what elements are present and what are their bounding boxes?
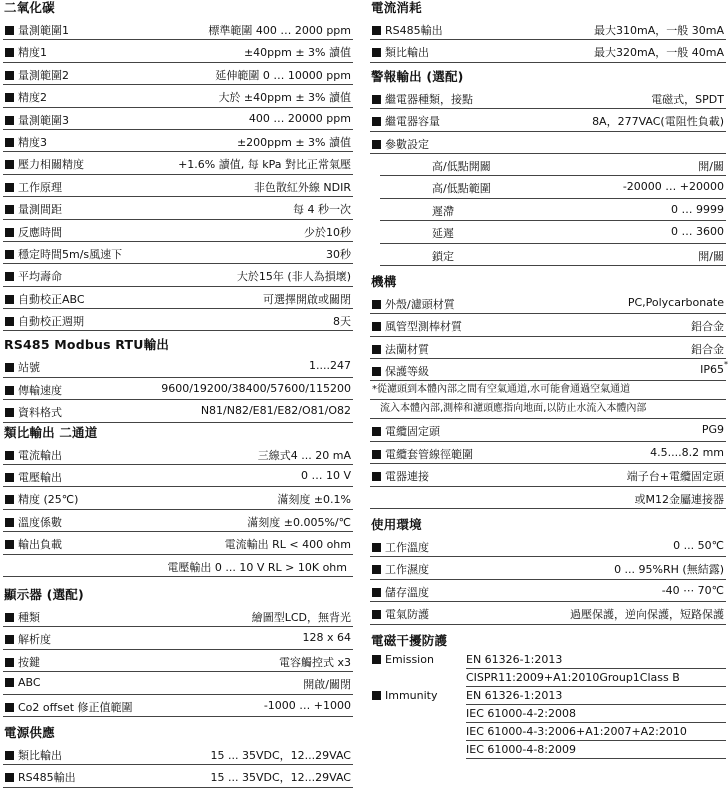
spec-row bbox=[370, 419, 726, 441]
emc-label bbox=[372, 689, 438, 702]
spec-row bbox=[370, 18, 726, 40]
spec-label bbox=[5, 179, 62, 195]
bullet-square-icon bbox=[5, 295, 14, 304]
section-title: 警報輸出 (選配) bbox=[371, 68, 464, 84]
bullet-square-icon bbox=[5, 138, 14, 147]
spec-label-text: 反應時間 bbox=[18, 225, 62, 239]
bullet-square-icon bbox=[5, 160, 14, 169]
emc-row bbox=[370, 705, 726, 723]
spec-value: 標準範圍 400 … 2000 ppm bbox=[208, 24, 351, 37]
spec-label-text: 精度 (25℃) bbox=[18, 493, 79, 507]
right-column bbox=[370, 0, 726, 759]
spec-value: +1.6% 讀值, 每 kPa 對比正常氣壓 bbox=[178, 158, 351, 172]
spec-value: 電容觸控式 x3 bbox=[278, 655, 351, 669]
bullet-square-icon bbox=[5, 183, 14, 192]
spec-row bbox=[370, 602, 726, 624]
spec-label-text: RS485輸出 bbox=[385, 24, 443, 37]
spec-value: 鋁合金 bbox=[691, 342, 724, 356]
spec-label bbox=[372, 113, 440, 129]
spec-label bbox=[5, 246, 122, 262]
spec-value: 15 ... 35VDC，12...29VAC bbox=[210, 748, 351, 762]
emc-standard: EN 61326-1:2013 bbox=[466, 689, 726, 705]
spec-label bbox=[5, 268, 62, 284]
bullet-square-icon bbox=[5, 386, 14, 395]
spec-label-text: 自動校正ABC bbox=[18, 292, 85, 306]
bullet-square-icon bbox=[372, 588, 381, 597]
spec-label bbox=[372, 91, 473, 107]
spec-label bbox=[5, 536, 62, 552]
spec-label-text: 參數設定 bbox=[385, 137, 429, 151]
bullet-square-icon bbox=[5, 658, 14, 667]
footnote-text: 流入本體內部,測棒和濾頭應指向地面,以防止水流入本體內部 bbox=[380, 403, 647, 415]
spec-value: 4.5....8.2 mm bbox=[650, 445, 724, 459]
bullet-square-icon bbox=[372, 140, 381, 149]
spec-label bbox=[372, 606, 429, 622]
sub-spec-row bbox=[380, 154, 726, 176]
spec-row bbox=[370, 314, 726, 336]
spec-value: 9600/19200/38400/57600/115200 bbox=[161, 381, 351, 395]
bullet-square-icon bbox=[5, 116, 14, 125]
spec-label-text: 種類 bbox=[18, 610, 40, 624]
spec-value: 非色散紅外線 NDIR bbox=[253, 180, 351, 194]
spec-value: 端子台+電纜固定頭 bbox=[626, 470, 724, 484]
spec-value: 開/關 bbox=[698, 249, 724, 263]
spec-label bbox=[372, 468, 429, 484]
spec-row bbox=[3, 355, 353, 377]
spec-row bbox=[3, 743, 353, 765]
spec-value: -40 ⋯ 70℃ bbox=[661, 583, 724, 597]
spec-value: 8天 bbox=[333, 315, 351, 329]
spec-value: 8A，277VAC(電阻性負載) bbox=[592, 115, 724, 129]
spec-extra-row bbox=[3, 555, 353, 577]
spec-label-text: 工作原理 bbox=[18, 180, 62, 194]
section-title: 二氧化碳 bbox=[4, 0, 55, 15]
bullet-square-icon bbox=[5, 518, 14, 527]
spec-row bbox=[3, 672, 353, 694]
spec-label-text: 工作濕度 bbox=[385, 563, 429, 577]
footnote-text: *從濾頭到本體內部之間有空氣通道,水可能會通過空氣通道 bbox=[372, 384, 631, 396]
spec-value: -1000 … +1000 bbox=[263, 698, 351, 712]
spec-value: 30秒 bbox=[326, 247, 351, 261]
spec-row bbox=[370, 464, 726, 486]
emc-standard: CISPR11:2009+A1:2010Group1Class B bbox=[466, 671, 726, 687]
spec-value: 三線式4 ... 20 mA bbox=[257, 448, 351, 462]
spec-row bbox=[3, 650, 353, 672]
spec-label-text: 工作溫度 bbox=[385, 541, 429, 555]
spec-label-text: 延遲 bbox=[432, 227, 454, 241]
spec-value: 最大320mA，一般 40mA bbox=[594, 46, 724, 60]
spec-row bbox=[3, 287, 353, 309]
spec-label bbox=[5, 44, 47, 60]
bullet-square-icon bbox=[5, 363, 14, 372]
spec-row bbox=[370, 292, 726, 314]
spec-value: 0 … 9999 bbox=[671, 202, 724, 216]
spec-label-text: 穩定時間5m/s風速下 bbox=[18, 247, 123, 261]
spec-label bbox=[432, 225, 454, 241]
bullet-square-icon bbox=[372, 117, 381, 126]
sub-spec-row bbox=[380, 244, 726, 266]
emc-row bbox=[370, 741, 726, 759]
spec-row bbox=[3, 487, 353, 509]
spec-label bbox=[5, 747, 62, 763]
spec-label bbox=[372, 296, 455, 312]
spec-value: 過壓保護，逆向保護，短路保護 bbox=[570, 608, 724, 622]
bullet-square-icon bbox=[5, 93, 14, 102]
spec-label-text: 量測間距 bbox=[18, 203, 62, 217]
spec-label-text: 精度2 bbox=[18, 91, 47, 105]
bullet-square-icon bbox=[372, 610, 381, 619]
section-title: 顯示器 (選配) bbox=[4, 586, 84, 602]
spec-row bbox=[370, 557, 726, 579]
spec-value: 滿刻度 ±0.005%/℃ bbox=[247, 515, 351, 529]
spec-value: 可選擇開啟或關閉 bbox=[263, 292, 351, 306]
spec-label bbox=[5, 699, 133, 715]
spec-value: ±40ppm ± 3% 讀值 bbox=[243, 46, 351, 60]
spec-value: 繪圖型LCD，無背光 bbox=[251, 610, 351, 624]
section-title: 使用環境 bbox=[371, 517, 422, 533]
bullet-square-icon bbox=[372, 367, 381, 376]
emc-label-text: Emission bbox=[385, 652, 434, 666]
spec-label-text: 鎖定 bbox=[432, 249, 454, 263]
spec-value: PC,Polycarbonate bbox=[627, 295, 724, 309]
spec-row bbox=[370, 337, 726, 359]
spec-label bbox=[5, 201, 62, 217]
spec-row bbox=[370, 442, 726, 464]
spec-label-text: 儲存溫度 bbox=[385, 585, 429, 599]
spec-value: 電流輸出 RL < 400 ohm bbox=[224, 538, 351, 552]
bullet-square-icon bbox=[5, 317, 14, 326]
emc-label bbox=[372, 653, 434, 666]
spec-value: PG9 bbox=[701, 423, 724, 437]
left-column bbox=[3, 0, 353, 788]
spec-label-text: 類比輸出 bbox=[385, 46, 429, 60]
spec-row bbox=[3, 400, 353, 422]
spec-label-text: 電流輸出 bbox=[18, 448, 62, 462]
spec-row bbox=[3, 242, 353, 264]
spec-label-text: 自動校正週期 bbox=[18, 315, 84, 329]
emc-standard: IEC 61000-4-2:2008 bbox=[466, 707, 726, 723]
spec-row bbox=[3, 197, 353, 219]
emc-row bbox=[370, 651, 726, 669]
spec-label bbox=[5, 609, 40, 625]
spec-label-text: 繼電器種類，接點 bbox=[385, 92, 473, 106]
bullet-square-icon bbox=[5, 408, 14, 417]
spec-value: 滿刻度 ±0.1% bbox=[277, 493, 351, 507]
spec-value: 鋁合金 bbox=[691, 320, 724, 334]
spec-label-text: 精度1 bbox=[18, 46, 47, 60]
section-title: RS485 Modbus RTU輸出 bbox=[4, 337, 170, 353]
bullet-square-icon bbox=[372, 345, 381, 354]
bullet-square-icon bbox=[5, 451, 14, 460]
spec-label-text: 遲滯 bbox=[432, 204, 454, 218]
sub-spec-row bbox=[380, 199, 726, 221]
bullet-square-icon bbox=[5, 205, 14, 214]
spec-label bbox=[372, 584, 429, 600]
spec-row bbox=[3, 108, 353, 130]
spec-row bbox=[3, 443, 353, 465]
spec-value: 0 … 3600 bbox=[671, 225, 724, 239]
spec-label bbox=[5, 769, 76, 785]
spec-value: 開/關 bbox=[698, 159, 724, 173]
spec-label bbox=[372, 341, 429, 357]
spec-extra-value: 電壓輸出 0 ... 10 V RL > 10K ohm bbox=[167, 560, 347, 574]
spec-value: 最大310mA，一般 30mA bbox=[594, 24, 724, 37]
spec-row bbox=[3, 85, 353, 107]
footnote-line bbox=[370, 381, 726, 400]
spec-row bbox=[3, 465, 353, 487]
spec-label-text: 資料格式 bbox=[18, 406, 62, 420]
spec-row bbox=[3, 627, 353, 649]
spec-value: 15 ... 35VDC，12...29VAC bbox=[210, 771, 351, 785]
spec-label bbox=[5, 67, 69, 83]
bullet-square-icon bbox=[5, 635, 14, 644]
spec-label bbox=[372, 22, 443, 38]
spec-label-text: 平均壽命 bbox=[18, 270, 62, 284]
spec-row bbox=[3, 695, 353, 717]
spec-label bbox=[5, 447, 62, 463]
bullet-square-icon bbox=[372, 300, 381, 309]
spec-label-text: 量測範圍1 bbox=[18, 24, 69, 37]
spec-row bbox=[3, 18, 353, 40]
spec-row bbox=[370, 359, 726, 381]
footnote-mark: * bbox=[724, 360, 728, 370]
spec-label-text: 輸出負載 bbox=[18, 538, 62, 552]
spec-row bbox=[3, 510, 353, 532]
spec-value: 0 ... 95%RH (無結露) bbox=[614, 563, 724, 577]
spec-label bbox=[5, 134, 47, 150]
spec-label bbox=[5, 469, 62, 485]
spec-row bbox=[3, 40, 353, 62]
spec-row bbox=[3, 63, 353, 85]
spec-label bbox=[5, 676, 41, 689]
spec-value: 128 x 64 bbox=[302, 631, 351, 645]
bullet-square-icon bbox=[5, 751, 14, 760]
spec-extra-row bbox=[370, 487, 726, 509]
spec-label-text: 電氣防護 bbox=[385, 608, 429, 622]
spec-label bbox=[5, 313, 84, 329]
spec-label-text: 量測範圍3 bbox=[18, 113, 69, 127]
spec-row bbox=[3, 175, 353, 197]
spec-value: 每 4 秒一次 bbox=[293, 203, 351, 217]
spec-label bbox=[5, 491, 78, 507]
spec-label bbox=[372, 318, 462, 334]
spec-label bbox=[432, 248, 454, 264]
bullet-square-icon bbox=[5, 272, 14, 281]
spec-label bbox=[5, 654, 40, 670]
bullet-square-icon bbox=[5, 773, 14, 782]
spec-label bbox=[5, 22, 69, 38]
spec-label bbox=[372, 423, 440, 439]
section-title: 電流消耗 bbox=[371, 0, 422, 15]
spec-label bbox=[372, 363, 429, 379]
spec-label-text: 傳輸速度 bbox=[18, 383, 62, 397]
bullet-square-icon bbox=[372, 543, 381, 552]
emc-standard: IEC 61000-4-8:2009 bbox=[466, 743, 726, 759]
spec-label bbox=[5, 291, 85, 307]
spec-label-text: 電壓輸出 bbox=[18, 471, 62, 485]
spec-label bbox=[432, 203, 454, 219]
spec-row bbox=[3, 309, 353, 331]
spec-row bbox=[3, 765, 353, 787]
bullet-square-icon bbox=[372, 48, 381, 57]
spec-label-text: Co2 offset 修正值範圍 bbox=[18, 700, 133, 714]
spec-row bbox=[370, 87, 726, 109]
spec-label bbox=[372, 561, 429, 577]
spec-label-text: 站號 bbox=[18, 361, 40, 375]
spec-value: -20000 … +20000 bbox=[622, 180, 724, 194]
spec-row bbox=[370, 580, 726, 602]
spec-label-text: RS485輸出 bbox=[18, 771, 76, 785]
spec-extra-value: 或M12金屬連接器 bbox=[634, 492, 724, 506]
sub-spec-row bbox=[380, 221, 726, 243]
spec-label-text: 電纜固定頭 bbox=[385, 425, 440, 439]
spec-row bbox=[370, 535, 726, 557]
bullet-square-icon bbox=[372, 691, 381, 700]
spec-label-text: 法蘭材質 bbox=[385, 342, 429, 356]
spec-row bbox=[3, 130, 353, 152]
bullet-square-icon bbox=[5, 250, 14, 259]
spec-label bbox=[5, 112, 69, 128]
spec-label bbox=[5, 382, 62, 398]
spec-row bbox=[3, 264, 353, 286]
bullet-square-icon bbox=[372, 427, 381, 436]
emc-row bbox=[370, 723, 726, 741]
spec-row bbox=[370, 40, 726, 62]
spec-label bbox=[5, 359, 40, 375]
spec-label-text: ABC bbox=[18, 676, 41, 690]
spec-row bbox=[3, 152, 353, 174]
bullet-square-icon bbox=[372, 472, 381, 481]
spec-label-text: 電器連接 bbox=[385, 470, 429, 484]
spec-value: 大於 ±40ppm ± 3% 讀值 bbox=[218, 91, 351, 105]
section-title: 機構 bbox=[371, 273, 397, 289]
spec-row bbox=[370, 109, 726, 131]
emc-standard: IEC 61000-4-3:2006+A1:2007+A2:2010 bbox=[466, 725, 726, 741]
spec-value: 開啟/關閉 bbox=[303, 678, 351, 692]
spec-value: 0 … 10 V bbox=[300, 469, 351, 483]
spec-row bbox=[370, 132, 726, 154]
spec-label bbox=[432, 180, 491, 196]
spec-label-text: 按鍵 bbox=[18, 655, 40, 669]
bullet-square-icon bbox=[372, 450, 381, 459]
spec-row bbox=[3, 532, 353, 554]
bullet-square-icon bbox=[5, 703, 14, 712]
spec-label bbox=[5, 631, 51, 647]
spec-label-text: 高/低點範圍 bbox=[432, 182, 491, 196]
sub-spec-row bbox=[380, 176, 726, 198]
spec-value: 1....247 bbox=[309, 359, 351, 373]
spec-value: IP65 bbox=[700, 363, 724, 377]
spec-label-text: 溫度係數 bbox=[18, 515, 62, 529]
spec-label bbox=[372, 539, 429, 555]
spec-value: 0 ... 50℃ bbox=[673, 539, 724, 553]
spec-value: 少於10秒 bbox=[304, 225, 351, 239]
spec-value: 大於15年 (非人為損壞) bbox=[236, 270, 351, 284]
bullet-square-icon bbox=[5, 540, 14, 549]
spec-value: 延伸範圍 0 … 10000 ppm bbox=[215, 68, 351, 82]
spec-label-text: 風管型測棒材質 bbox=[385, 320, 462, 334]
section-title: 類比輸出 二通道 bbox=[4, 424, 98, 440]
bullet-square-icon bbox=[372, 655, 381, 664]
spec-label bbox=[5, 404, 62, 420]
spec-label-text: 外殼/濾頭材質 bbox=[385, 297, 455, 311]
spec-label bbox=[5, 89, 47, 105]
spec-label-text: 壓力相關精度 bbox=[18, 158, 84, 172]
bullet-square-icon bbox=[372, 565, 381, 574]
bullet-square-icon bbox=[5, 495, 14, 504]
spec-label bbox=[5, 156, 84, 172]
emc-label-text: Immunity bbox=[385, 688, 438, 702]
bullet-square-icon bbox=[5, 473, 14, 482]
footnote-line bbox=[370, 400, 726, 419]
spec-label bbox=[432, 158, 491, 174]
spec-label-text: 保護等級 bbox=[385, 365, 429, 379]
spec-value: N81/N82/E81/E82/O81/O82 bbox=[200, 404, 351, 418]
bullet-square-icon bbox=[5, 71, 14, 80]
spec-label-text: 類比輸出 bbox=[18, 748, 62, 762]
emc-standard: EN 61326-1:2013 bbox=[466, 653, 726, 669]
spec-value: ±200ppm ± 3% 讀值 bbox=[236, 135, 351, 149]
spec-value: 電磁式，SPDT bbox=[651, 92, 724, 106]
spec-label bbox=[372, 136, 429, 152]
section-title: 電磁干擾防護 bbox=[371, 632, 448, 648]
spec-row bbox=[3, 378, 353, 400]
bullet-square-icon bbox=[5, 678, 14, 687]
spec-label-text: 量測範圍2 bbox=[18, 68, 69, 82]
bullet-square-icon bbox=[372, 95, 381, 104]
spec-label-text: 精度3 bbox=[18, 135, 47, 149]
spec-label bbox=[5, 224, 62, 240]
spec-label-text: 高/低點開關 bbox=[432, 159, 491, 173]
spec-value: 400 … 20000 ppm bbox=[248, 111, 351, 125]
spec-label bbox=[372, 44, 429, 60]
emc-row bbox=[370, 669, 726, 687]
bullet-square-icon bbox=[5, 26, 14, 35]
spec-row bbox=[3, 220, 353, 242]
spec-label bbox=[372, 446, 473, 462]
spec-label bbox=[5, 514, 62, 530]
emc-row bbox=[370, 687, 726, 705]
spec-label-text: 解析度 bbox=[18, 633, 51, 647]
section-title: 電源供應 bbox=[4, 724, 55, 740]
bullet-square-icon bbox=[5, 613, 14, 622]
bullet-square-icon bbox=[372, 322, 381, 331]
spec-label-text: 繼電器容量 bbox=[385, 115, 440, 129]
bullet-square-icon bbox=[5, 228, 14, 237]
spec-label-text: 電纜套管線徑範圍 bbox=[385, 447, 473, 461]
spec-row bbox=[3, 605, 353, 627]
bullet-square-icon bbox=[5, 48, 14, 57]
bullet-square-icon bbox=[372, 26, 381, 35]
